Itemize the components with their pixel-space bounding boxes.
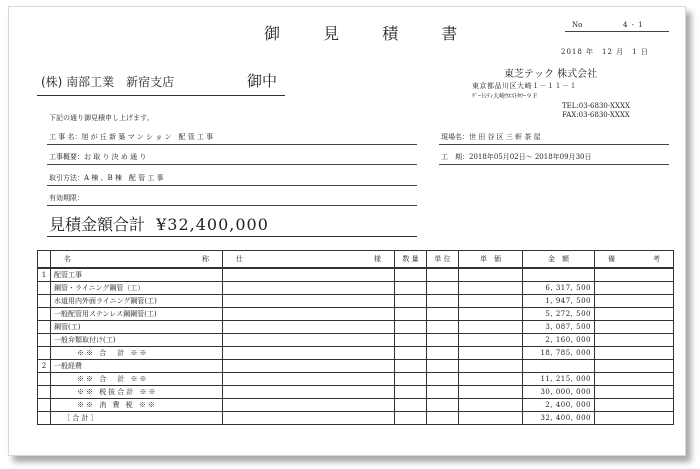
client-underline — [37, 95, 285, 96]
header-amount: 金 額 — [523, 251, 595, 269]
site-label: 現場名： — [441, 133, 469, 141]
table-row: ※※ 合 計 ※※ 11, 215, 000 — [38, 373, 674, 386]
estimate-total — [49, 212, 269, 235]
site-field — [441, 132, 541, 142]
document-title: 御 見 積 書 — [264, 24, 477, 43]
terms-label: 取引方法： — [49, 174, 84, 182]
document-number-underline — [565, 31, 669, 32]
period-value: 2018年05月02日～ 2018年09月30日 — [469, 153, 592, 161]
issue-date: 2018 年 12 月 1 日 — [561, 48, 649, 56]
table-row: ［ 合 計 ］ 32, 400, 000 — [38, 412, 674, 425]
validity-underline — [47, 205, 417, 206]
table-row: 2 一般経費 — [38, 360, 674, 373]
summary-field — [49, 152, 146, 162]
table-row: 1 配管工事 — [38, 268, 674, 282]
table-row: 鋼管・ライニング鋼管（工） 6, 317, 500 — [38, 282, 674, 295]
header-qty: 数 量 — [395, 251, 427, 269]
terms-underline — [47, 185, 417, 186]
estimate-total-value: ¥32,400,000 — [156, 215, 269, 234]
header-note: 備 考 — [595, 251, 674, 269]
project-label: 工 事 名： — [49, 133, 82, 141]
summary-underline — [47, 164, 417, 165]
validity-label: 有効期限： — [49, 194, 84, 202]
header-name: 名 称 — [51, 251, 223, 269]
terms-field — [49, 173, 164, 183]
validity-field — [49, 193, 84, 203]
table-body — [38, 268, 674, 425]
estimate-sheet — [8, 6, 686, 456]
table-row: 水道用内外面ライニング鋼管(工) 1, 947, 500 — [38, 295, 674, 308]
period-field — [441, 152, 591, 162]
site-underline — [439, 144, 669, 145]
issuer-tel: TEL:03-6830-XXXX — [562, 102, 630, 110]
issuer-fax: FAX:03-6830-XXXX — [562, 111, 630, 119]
header-no — [38, 251, 51, 269]
header-unit: 単 位 — [427, 251, 459, 269]
document-number-label: No — [572, 21, 583, 29]
summary-label: 工事概要： — [49, 153, 84, 161]
client-honorific: 御中 — [247, 72, 278, 90]
issuer-address-1: 東京都品川区大崎１－１１－１ — [472, 82, 577, 90]
issuer-company: 東芝テック 株式会社 — [504, 69, 598, 80]
period-label: 工 期： — [441, 153, 469, 161]
table-row: ※※ 合 計 ※※ 18, 785, 000 — [38, 347, 674, 360]
table-row: ※※ 税抜合計 ※※ 30, 000, 000 — [38, 386, 674, 399]
table-row: ※※ 消 費 税 ※※ 2, 400, 000 — [38, 399, 674, 412]
project-field — [49, 132, 213, 142]
estimate-items-table — [37, 250, 674, 425]
client-name: (株) 南部工業 新宿支店 — [41, 75, 175, 89]
period-underline — [439, 164, 669, 165]
terms-value: A 棟 、B 棟 配 管 工 事 — [84, 174, 164, 182]
document-number: 4 - 1 — [623, 21, 644, 29]
site-value: 世 田 谷 区 三 軒 茶 屋 — [469, 133, 541, 141]
issuer-address-2: ｹﾞｰﾄｼﾃｨ大崎ｳｴｽﾄﾀﾜｰ９Ｆ — [472, 93, 539, 100]
table-row: 一般弁類取付け(工) 2, 160, 000 — [38, 334, 674, 347]
table-header-row — [38, 251, 674, 269]
header-spec: 仕 様 — [223, 251, 395, 269]
summary-value: お 取 り 決 め 通 り — [84, 153, 147, 161]
intro-text: 下記の通り御見積申し上げます。 — [49, 114, 154, 122]
estimate-total-label: 見積金額合計 — [49, 215, 146, 234]
table-row: 一般配管用ステンレス鋼鋼管(工) 5, 272, 500 — [38, 308, 674, 321]
project-value: 旭 が 丘 新 築 マ ン シ ョ ン 配 管 工 事 — [81, 133, 214, 141]
table-row: 鋼管(工) 3, 087, 500 — [38, 321, 674, 334]
estimate-total-underline — [47, 236, 417, 237]
header-unit-price: 単 価 — [459, 251, 523, 269]
project-underline — [47, 144, 417, 145]
